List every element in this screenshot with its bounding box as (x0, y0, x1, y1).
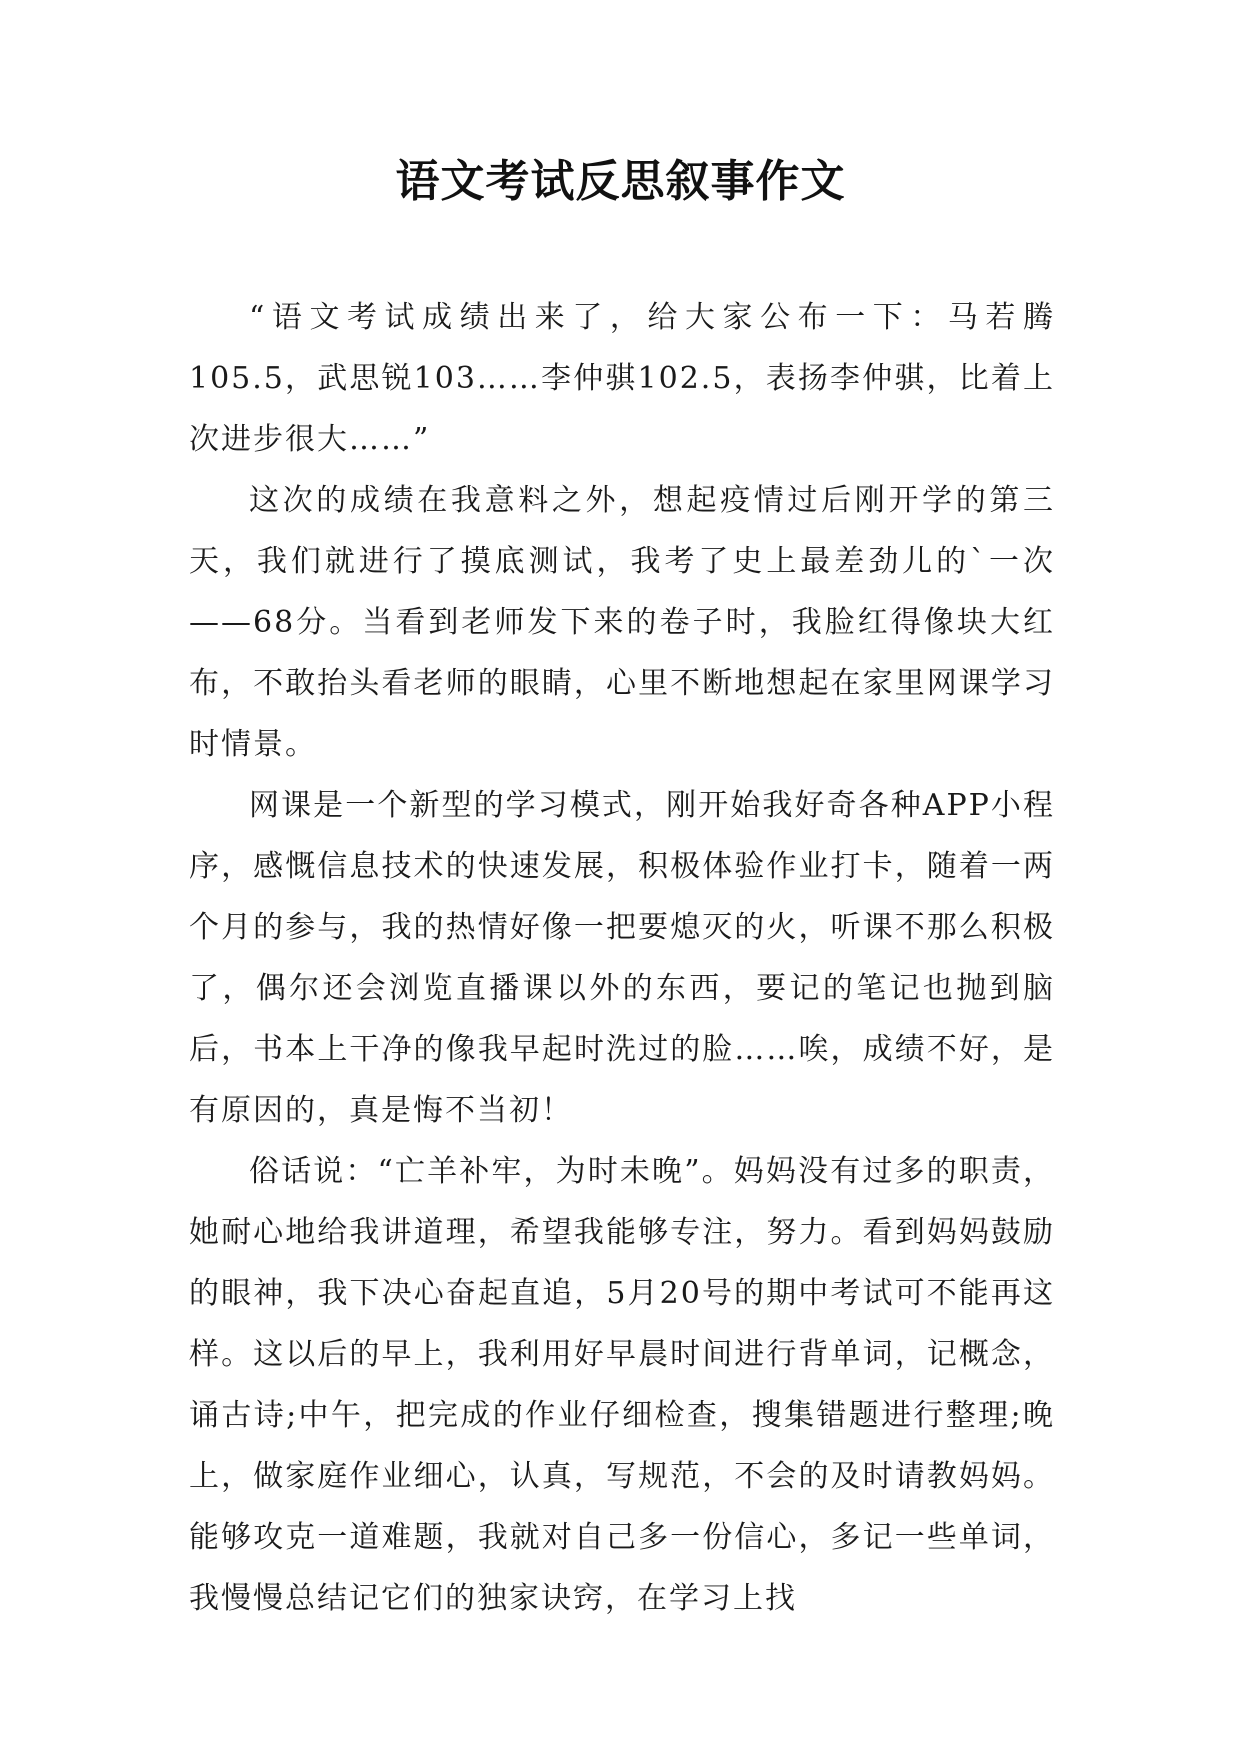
document-title: 语文考试反思叙事作文 (395, 156, 846, 207)
paragraph-4: 俗话说：“亡羊补牢，为时未晚”。妈妈没有过多的职责，她耐心地给我讲道理，希望我能够专注，努力。看到妈妈鼓励的眼神，我下决心奋起直追，5月20号的期中考试可不能再这样。这以后的早上，我利用好早晨时间进行背单词，记概念，诵古诗;中午，把完成的作业仔细检查，搜集错题进行整理;晚上，做家庭作业细心，认真，写规范，不会的及时请教妈妈。能够攻克一道难题，我就对自己多一份信心，多记一些单词，我慢慢总结记它们的独家诀窍，在学习上找 (189, 1154, 1055, 1616)
paragraph-3: 网课是一个新型的学习模式，刚开始我好奇各种APP小程序，感慨信息技术的快速发展，积极体验作业打卡，随着一两个月的参与，我的热情好像一把要熄灭的火，听课不那么积极了，偶尔还会浏览直播课以外的东西，要记的笔记也抛到脑后，书本上干净的像我早起时洗过的脸……唉，成绩不好，是有原因的，真是悔不当初！ (189, 788, 1055, 1128)
paragraph-2: 这次的成绩在我意料之外，想起疫情过后刚开学的第三天，我们就进行了摸底测试，我考了史上最差劲儿的`一次——68分。当看到老师发下来的卷子时，我脸红得像块大红布，不敢抬头看老师的眼睛，心里不断地想起在家里网课学习时情景。 (189, 483, 1055, 762)
paragraph-1: “语文考试成绩出来了，给大家公布一下：马若腾105.5，武思锐103……李仲骐102.5，表扬李仲骐，比着上次进步很大……” (189, 300, 1055, 457)
document-body (189, 287, 1055, 1629)
